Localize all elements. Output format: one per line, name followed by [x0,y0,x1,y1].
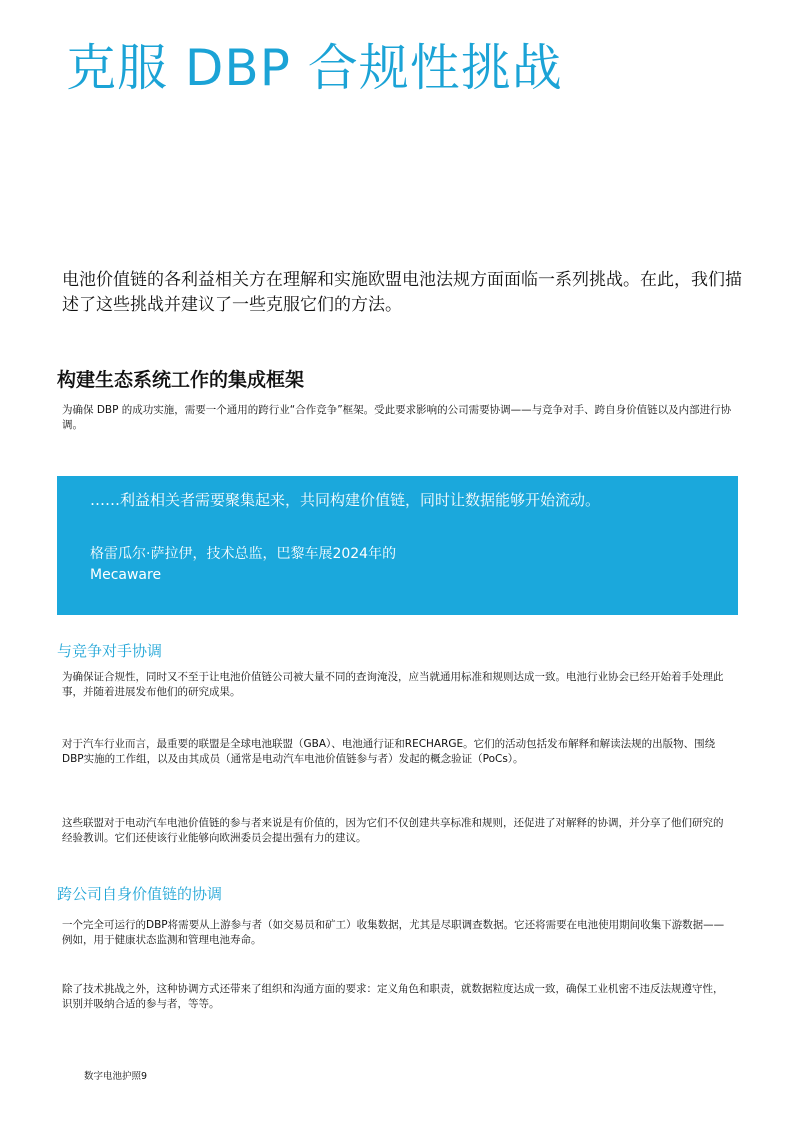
page-title: 克服 DBP 合规性挑战 [66,39,563,97]
quote-box [57,476,738,615]
section-heading-value-chain: 跨公司自身价值链的协调 [57,885,223,903]
section-heading-competitors: 与竞争对手协调 [57,642,163,660]
quote-text: ……利益相关者需要聚集起来，共同构建价值链，同时让数据能够开始流动。 [90,491,601,509]
quote-attribution-line2: Mecaware [90,567,162,583]
competitors-paragraph-2: 对于汽车行业而言，最重要的联盟是全球电池联盟（GBA）、电池通行证和RECHARGE。它们的活动包括发布解释和解读法规的出版物、围绕DBP实施的工作组，以及由其成员（通常是电动汽车电池价值链参与者）发起的概念验证（PoCs）。 [62,738,716,765]
section-framework-paragraph: 为确保 DBP 的成功实施，需要一个通用的跨行业“合作竞争”框架。受此要求影响的公司需要协调——与竞争对手、跨自身价值链以及内部进行协调。 [62,404,732,431]
value-chain-paragraph-2: 除了技术挑战之外，这种协调方式还带来了组织和沟通方面的要求：定义角色和职责，就数据粒度达成一致，确保工业机密不违反法规遵守性，识别并吸纳合适的参与者，等等。 [62,983,724,1010]
quote-attribution [90,544,690,586]
competitors-paragraph-1: 为确保证合规性，同时又不至于让电池价值链公司被大量不同的查询淹没，应当就通用标准和规则达成一致。电池行业协会已经开始着手处理此事，并随着进展发布他们的研究成果。 [62,671,724,698]
quote-attribution-line1: 格雷瓜尔·萨拉伊，技术总监，巴黎车展2024年的 [90,546,397,562]
page-footer: 数字电池护照9 [84,1071,148,1082]
value-chain-paragraph-1: 一个完全可运行的DBP将需要从上游参与者（如交易员和矿工）收集数据，尤其是尽职调查数据。它还将需要在电池使用期间收集下游数据——例如，用于健康状态监测和管理电池寿命。 [62,919,725,946]
competitors-paragraph-3: 这些联盟对于电动汽车电池价值链的参与者来说是有价值的，因为它们不仅创建共享标准和规则，还促进了对解释的协调，并分享了他们研究的经验教训。它们还使该行业能够向欧洲委员会提出强有力的建议。 [62,817,724,844]
section-heading-framework: 构建生态系统工作的集成框架 [57,369,305,391]
intro-paragraph: 电池价值链的各利益相关方在理解和实施欧盟电池法规方面面临一系列挑战。在此，我们描述了这些挑战并建议了一些克服它们的方法。 [62,270,742,315]
